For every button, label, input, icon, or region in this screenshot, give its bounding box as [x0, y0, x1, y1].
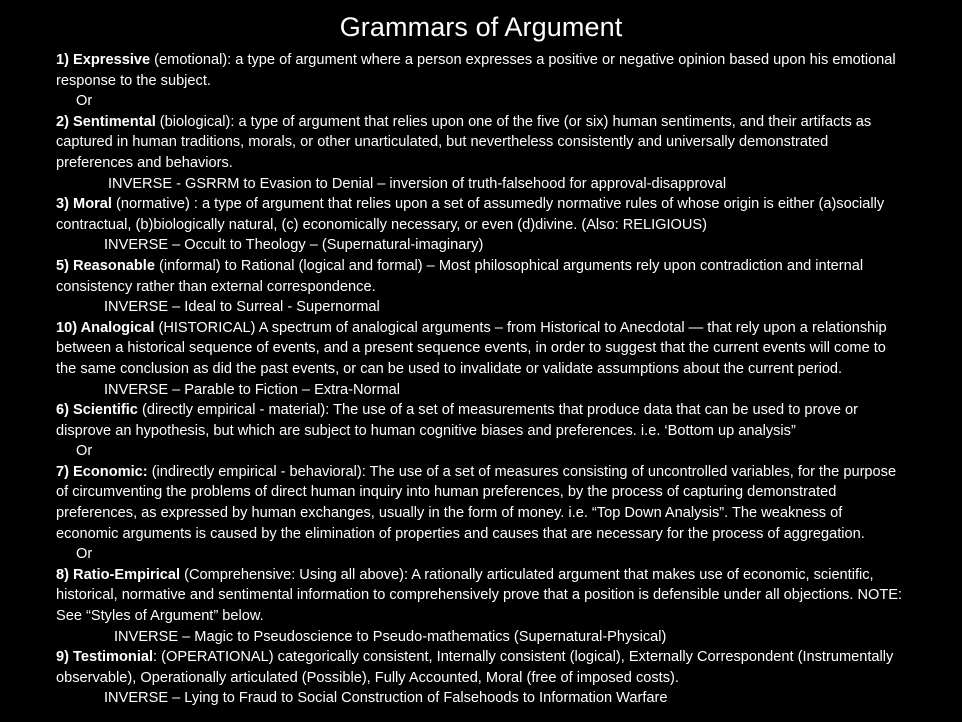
definition-scientific [56, 400, 906, 441]
definition-body: (normative) : a type of argument that relies upon a set of assumedly normative rules of whose origin is either (a)socially contractual, (b)biologically natural, (c) economically necessary, or even (d)divine. (Also: RELIGIOUS) [56, 196, 885, 233]
inverse-note: INVERSE – Magic to Pseudoscience to Pseudo-mathematics (Supernatural-Physical) [114, 628, 667, 645]
definition-number: 8) [56, 566, 74, 583]
definition-term: Expressive [73, 52, 151, 68]
connector-or: Or [76, 546, 93, 563]
definition-moral [56, 194, 906, 235]
page-title: Grammars of Argument [339, 12, 623, 42]
inverse-note: INVERSE – Ideal to Surreal - Supernormal [104, 299, 380, 316]
inverse-note: INVERSE - GSRRM to Evasion to Denial – inversion of truth-falsehood for approval-disapproval [108, 175, 727, 192]
definition-body: (HISTORICAL) A spectrum of analogical arguments – from Historical to Anecdotal — that rely upon a relationship between a historical sequence of events, and a present sequence events, in order to suggest that the current events will come to the same conclusion as did the past events, or can be used to invalidate or validate assumptions about the current period. [56, 319, 887, 377]
definition-term: Ratio-Empirical [73, 566, 181, 583]
inverse-note: INVERSE – Parable to Fiction – Extra-Normal [104, 381, 401, 398]
definition-number: 6) [56, 402, 74, 419]
definition-term: Sentimental [73, 113, 156, 130]
entry-list [56, 50, 906, 709]
definition-analogical [56, 318, 906, 380]
definition-sentimental [56, 112, 906, 174]
definition-testimonial [56, 647, 906, 688]
definition-number: 9) [56, 649, 74, 666]
definition-expressive [56, 50, 906, 91]
definition-body: (Comprehensive: Using all above): A rationally articulated argument that makes use of economic, scientific, historical, normative and sentimental information to comprehensively prove that a position is defensible under all objections. NOTE: See “Styles of Argument” below. [56, 566, 903, 625]
definition-number: 10) [56, 319, 81, 336]
definition-body: (emotional): a type of argument where a person expresses a positive or negative opinion based upon his emotional response to the subject. [56, 52, 896, 89]
definition-body: (informal) to Rational (logical and formal) – Most philosophical arguments rely upon contradiction and internal consistency rather than external correspondence. [56, 257, 864, 295]
inverse-note: INVERSE – Occult to Theology – (Supernatural-imaginary) [104, 237, 484, 254]
definition-term: Scientific [73, 402, 138, 419]
definition-number: 3) [56, 196, 74, 213]
connector-or: Or [76, 93, 93, 110]
definition-number: 2) [56, 113, 74, 130]
definition-reasonable [56, 256, 906, 297]
definition-term: Economic: [73, 463, 148, 480]
definition-number: 1) [56, 52, 74, 68]
definition-body: : (OPERATIONAL) categorically consistent, Internally consistent (logical), Externally Correspondent (Instrumentally observable), Operationally articulated (Possible), Fully Accounted, Moral (free of imposed costs). [56, 649, 894, 686]
definition-body: (biological): a type of argument that relies upon one of the five (or six) human sentiments, and their artifacts as captured in human traditions, morals, or other unarticulated, but nevertheless consistently and universally demonstrated preferences and behaviors. [56, 113, 872, 171]
connector-or: Or [76, 443, 93, 460]
definition-number: 5) [56, 257, 74, 274]
definition-number: 7) [56, 463, 74, 480]
definition-term: Analogical [80, 319, 155, 336]
definition-term: Testimonial [73, 649, 154, 666]
definition-term: Reasonable [73, 257, 155, 274]
definition-ratio-empirical [56, 565, 906, 627]
definition-economic [56, 462, 906, 544]
definition-body: (indirectly empirical - behavioral): The use of a set of measures consisting of uncontrolled variables, for the purpose of circumventing the problems of direct human inquiry into human preferences, by the process of capturing demonstrated preferences, as expressed by human exchanges, usually in the form of money. i.e. “Top Down Analysis”. The weakness of economic arguments is caused by the elimination of properties and causes that are necessary for the process of aggregation. [56, 463, 897, 542]
definition-body: (directly empirical - material): The use of a set of measurements that produce data that can be used to prove or disprove an hypothesis, but which are subject to human cognitive biases and preferences. i.e. ‘Bottom up analysis” [56, 402, 858, 439]
inverse-note: INVERSE – Lying to Fraud to Social Construction of Falsehoods to Information Warfare [104, 690, 668, 707]
definition-term: Moral [73, 196, 112, 213]
